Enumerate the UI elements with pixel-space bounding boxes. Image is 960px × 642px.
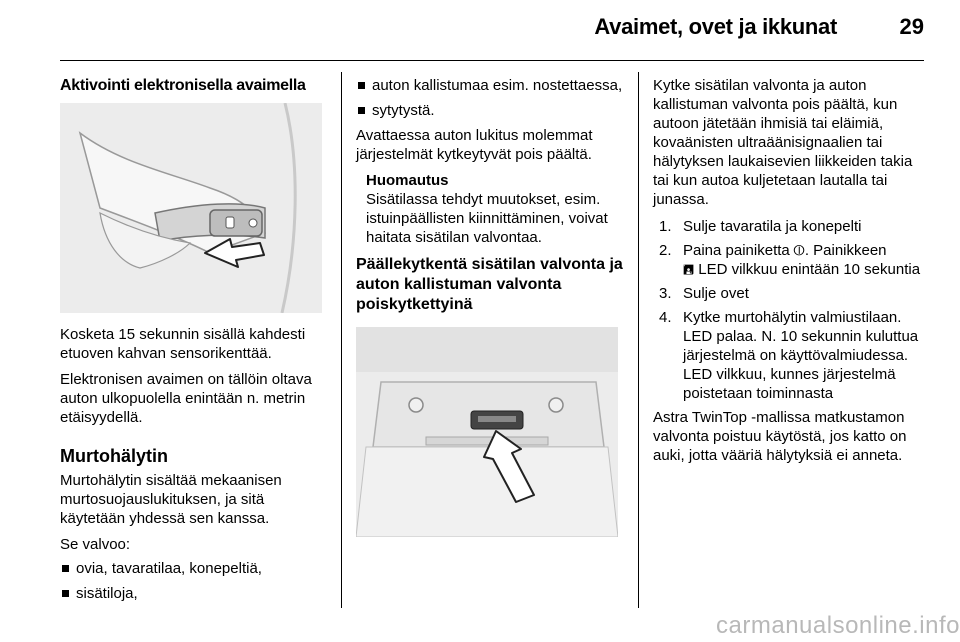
interior-button-figure <box>356 327 618 537</box>
page-number: 29 <box>899 14 924 39</box>
column-1 <box>60 76 328 609</box>
note-title: Huomautus <box>366 172 449 189</box>
section-heading-activation: Aktivointi elektronisella avaimella <box>60 77 306 94</box>
paragraph-twintop: Astra TwinTop -mallissa matkustamon valvonta poistuu käytöstä, jos katto on auki, jotta vääriä hälytyksiä ei anneta. <box>653 409 907 464</box>
section-heading-alarm: Murtohälytin <box>60 446 168 466</box>
list-item <box>653 308 925 403</box>
list-item: auton kallistumaa esim. nostettaessa, <box>356 76 624 95</box>
column-divider-2 <box>638 72 639 608</box>
column-divider-1 <box>341 72 342 608</box>
list-item <box>653 217 925 236</box>
paragraph-unlock: Avattaessa auton lukitus molemmat järjestelmät kytkeytyvät pois päältä. <box>356 127 593 163</box>
step-number: 4. <box>659 309 672 326</box>
column-3 <box>653 76 925 472</box>
step-number: 3. <box>659 285 672 302</box>
step-text-part: . Painikkeen <box>804 242 887 259</box>
list-item <box>653 241 925 279</box>
page-header-title: Avaimet, ovet ja ikkunat <box>594 14 837 39</box>
column-2 <box>356 76 624 537</box>
step-number: 2. <box>659 242 672 259</box>
step-text: Kytke murtohälytin valmiustilaan. LED palaa. N. 10 sekunnin kuluttua järjestelmä on käyttövalmiudessa. LED vilkkuu, kunnes järjestelmä poistetaan toiminnasta <box>683 309 919 402</box>
list-item: ovia, tavaratilaa, konepeltiä, <box>60 559 328 578</box>
note-text: Sisätilassa tehdyt muutokset, esim. istuinpäällisten kiinnittäminen, voivat haitata sisätilan valvontaa. <box>366 191 608 246</box>
step-text <box>683 241 920 279</box>
step-text-part: Paina painiketta <box>683 242 794 259</box>
monitors-label: Se valvoo: <box>60 536 131 553</box>
list-item <box>653 284 925 303</box>
step-text: Sulje ovet <box>683 285 749 302</box>
button-symbol-icon: ⦶ <box>793 242 805 259</box>
paragraph-touch-sensor: Kosketa 15 sekunnin sisällä kahdesti etuoven kahvan sensorikenttää. <box>60 326 306 362</box>
door-handle-figure <box>60 103 322 313</box>
paragraph-alarm: Murtohälytin sisältää mekaanisen murtosuojauslukituksen, ja sitä käytetään yhdessä sen kanssa. <box>60 472 282 527</box>
section-heading-switch-off: Päällekytkentä sisätilan valvonta ja auton kallistuman valvonta poiskytkettyinä <box>356 256 623 313</box>
list-item: sisätiloja, <box>60 584 328 603</box>
car-led-icon: 🖪 <box>683 262 695 277</box>
step-number: 1. <box>659 218 672 235</box>
step-text-part: LED vilkkuu enintään 10 sekuntia <box>694 261 921 278</box>
watermark: carmanualsonline.info <box>716 612 960 639</box>
paragraph-switch-off-reasons: Kytke sisätilan valvonta ja auton kallistuman valvonta pois päältä, kun autoon jätetään ihmisiä tai eläimiä, kovaänisten ultraäänisignaalien tai hälytyksen laukaisevien liikkeiden takia tai kun autoa kuljetetaan lautalla tai junassa. <box>653 77 913 208</box>
header-divider <box>60 60 924 61</box>
list-item: sytytystä. <box>356 101 624 120</box>
paragraph-key-distance: Elektronisen avaimen on tällöin oltava auton ulkopuolella enintään n. metrin etäisyydellä. <box>60 371 312 426</box>
note-box <box>356 171 624 247</box>
step-text: Sulje tavaratila ja konepelti <box>683 218 862 235</box>
